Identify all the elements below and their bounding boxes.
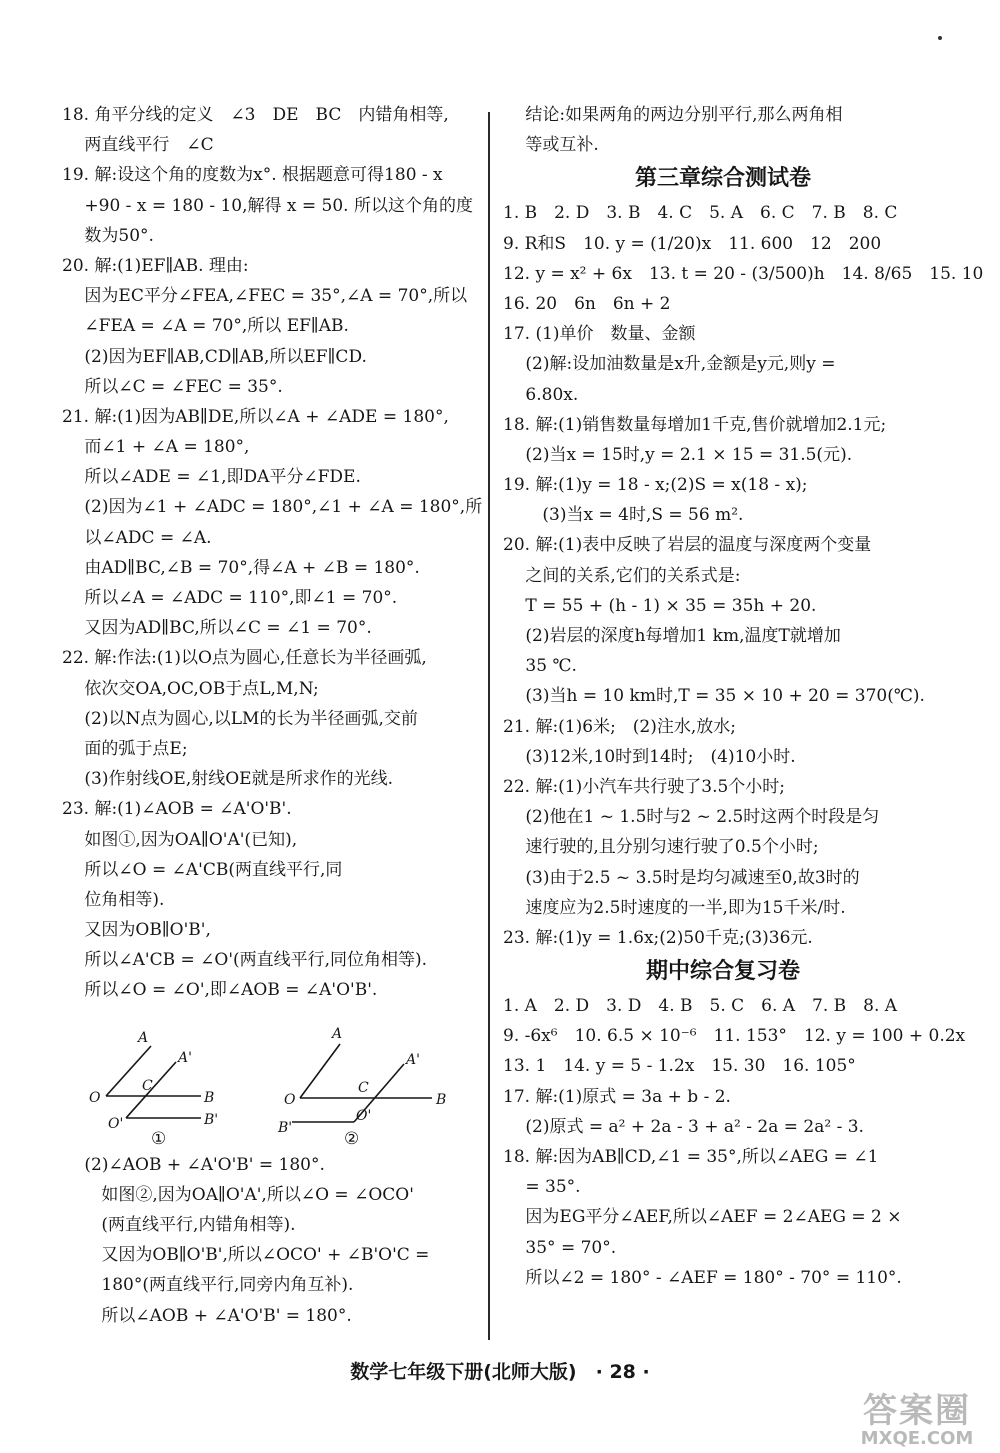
label-C-2: C xyxy=(358,1079,369,1096)
left-text-line: 22. 解:作法:(1)以O点为圆心,任意长为半径画弧, xyxy=(62,648,427,669)
right-lines-top xyxy=(503,100,943,160)
label-B: B xyxy=(204,1089,215,1106)
chapter3-text-line: 1. B 2. D 3. B 4. C 5. A 6. C 7. B 8. C xyxy=(503,203,898,224)
label-A: A xyxy=(138,1029,149,1046)
chapter3-text-line: 速度应为2.5时速度的一半,即为15千米/时. xyxy=(503,897,846,918)
midterm-heading: 期中综合复习卷 xyxy=(645,959,800,985)
page-footer: 数学七年级下册(北师大版) · 28 · xyxy=(350,1361,650,1383)
label-A-prime-2: A' xyxy=(406,1051,420,1068)
left-text-line: 所以∠O = ∠A'CB(两直线平行,同 xyxy=(62,859,343,880)
chapter3-answers xyxy=(503,198,984,953)
left-text-line: 所以∠O = ∠O',即∠AOB = ∠A'O'B'. xyxy=(62,980,378,1001)
midterm-text-line: 1. A 2. D 3. D 4. B 5. C 6. A 7. B 8. A xyxy=(503,996,898,1017)
chapter3-text-line: (3)由于2.5 ~ 3.5时是均匀减速至0,故3时的 xyxy=(503,867,860,888)
label-A-prime: A' xyxy=(178,1049,192,1066)
left-text-line: (2)以N点为圆心,以LM的长为半径画弧,交前 xyxy=(62,708,418,729)
figure-1 xyxy=(76,1016,246,1146)
left-text-line: 所以∠ADE = ∠1,即DA平分∠FDE. xyxy=(62,467,361,488)
chapter3-text-line: 21. 解:(1)6米; (2)注水,放水; xyxy=(503,716,737,737)
label-B-prime-2: B' xyxy=(278,1119,293,1136)
left-text-line: 180°(两直线平行,同旁内角互补). xyxy=(62,1275,354,1296)
midterm-text-line: = 35°. xyxy=(503,1177,581,1198)
left-text-line: 23. 解:(1)∠AOB = ∠A'O'B'. xyxy=(62,799,292,820)
chapter3-text-line: 19. 解:(1)y = 18 - x;(2)S = x(18 - x); xyxy=(503,475,808,496)
chapter3-text-line: (2)岩层的深度h每增加1 km,温度T就增加 xyxy=(503,626,841,646)
chapter3-text-line: (2)解:设加油数量是x升,金额是y元,则y = xyxy=(503,354,836,375)
midterm-text-line: 18. 解:因为AB∥CD,∠1 = 35°,所以∠AEG = ∠1 xyxy=(503,1147,879,1167)
left-text-line: 而∠1 + ∠A = 180°, xyxy=(62,437,250,458)
label-A-2: A xyxy=(332,1025,343,1042)
left-text-line: 因为EC平分∠FEA,∠FEC = 35°,∠A = 70°,所以 xyxy=(62,286,468,307)
left-text-line: 所以∠A'CB = ∠O'(两直线平行,同位角相等). xyxy=(62,950,428,971)
decorative-dot xyxy=(938,36,942,40)
chapter3-text-line: 20. 解:(1)表中反映了岩层的温度与深度两个变量 xyxy=(503,535,872,556)
chapter3-text-line: T = 55 + (h - 1) × 35 = 35h + 20. xyxy=(503,595,817,616)
left-text-line: 又因为AD∥BC,所以∠C = ∠1 = 70°. xyxy=(62,618,372,639)
left-text-line: 如图②,因为OA∥O'A',所以∠O = ∠OCO' xyxy=(62,1184,414,1205)
chapter3-text-line: (3)当h = 10 km时,T = 35 × 10 + 20 = 370(℃). xyxy=(503,686,925,707)
right-text-line: 等或互补. xyxy=(503,135,599,156)
left-text-line: 依次交OA,OC,OB于点L,M,N; xyxy=(62,678,319,699)
midterm-text-line: 17. 解:(1)原式 = 3a + b - 2. xyxy=(503,1086,731,1107)
chapter3-text-line: 12. y = x² + 6x 13. t = 20 - (3/500)h 14. 8/65 15. 10 xyxy=(503,263,984,284)
watermark xyxy=(842,1392,992,1448)
left-text-line: 位角相等). xyxy=(62,889,165,910)
figure-number-2: ② xyxy=(344,1128,360,1146)
midterm-text-line: 35° = 70°. xyxy=(503,1237,617,1258)
chapter3-text-line: 18. 解:(1)销售数量每增加1千克,售价就增加2.1元; xyxy=(503,414,887,435)
left-text-line: (3)作射线OE,射线OE就是所求作的光线. xyxy=(62,769,393,790)
watermark-url: MXQE.COM xyxy=(860,1428,974,1449)
chapter3-text-line: 35 ℃. xyxy=(503,656,577,677)
chapter3-text-line: (2)他在1 ~ 1.5时与2 ~ 2.5时这两个时段是匀 xyxy=(503,807,880,828)
left-text-line: 数为50°. xyxy=(62,225,154,246)
midterm-text-line: 9. -6x⁶ 10. 6.5 × 10⁻⁶ 11. 153° 12. y = 100 + 0.2x xyxy=(503,1026,966,1047)
ray-OA-2 xyxy=(300,1044,340,1098)
left-lines-before-figure xyxy=(62,100,482,1006)
chapter3-text-line: 速行驶的,且分别匀速行驶了0.5个小时; xyxy=(503,837,819,858)
left-text-line: (2)因为EF∥AB,CD∥AB,所以EF∥CD. xyxy=(62,346,367,367)
left-text-line: +90 - x = 180 - 10,解得 x = 50. 所以这个角的度 xyxy=(62,195,473,216)
left-text-line: 又因为OB∥O'B', xyxy=(62,920,211,941)
midterm-text-line: (2)原式 = a² + 2a - 3 + a² - 2a = 2a² - 3. xyxy=(503,1116,864,1137)
left-text-line: (2)因为∠1 + ∠ADC = 180°,∠1 + ∠A = 180°,所 xyxy=(62,497,483,518)
figure-number-1: ① xyxy=(151,1128,167,1146)
left-text-line: (2)∠AOB + ∠A'O'B' = 180°. xyxy=(62,1154,325,1175)
midterm-text-line: 所以∠2 = 180° - ∠AEF = 180° - 70° = 110°. xyxy=(503,1267,902,1288)
chapter3-text-line: (2)当x = 15时,y = 2.1 × 15 = 31.5(元). xyxy=(503,444,853,465)
watermark-text: 答案圈 xyxy=(863,1391,971,1431)
label-O-prime: O' xyxy=(108,1115,124,1132)
chapter3-text-line: 之间的关系,它们的关系式是: xyxy=(503,565,741,586)
left-column xyxy=(62,100,482,1331)
left-text-line: 所以∠A = ∠ADC = 110°,即∠1 = 70°. xyxy=(62,588,398,608)
left-text-line: 19. 解:设这个角的度数为x°. 根据题意可得180 - x xyxy=(62,165,443,186)
left-text-line: 21. 解:(1)因为AB∥DE,所以∠A + ∠ADE = 180°, xyxy=(62,406,449,427)
chapter3-text-line: 6.80x. xyxy=(503,384,579,405)
midterm-answers xyxy=(503,991,966,1293)
right-text-line: 结论:如果两角的两边分别平行,那么两角相 xyxy=(503,105,843,125)
left-text-line: 由AD∥BC,∠B = 70°,得∠A + ∠B = 180°. xyxy=(62,557,420,578)
left-text-line: 两直线平行 ∠C xyxy=(62,135,214,156)
label-B-prime: B' xyxy=(204,1111,219,1128)
right-column xyxy=(503,100,984,1293)
label-O-2: O xyxy=(284,1091,296,1108)
label-O-prime-2: O' xyxy=(356,1107,372,1124)
chapter3-heading: 第三章综合测试卷 xyxy=(634,166,811,192)
chapter3-text-line: 9. R和S 10. y = (1/20)x 11. 600 12 200 xyxy=(503,233,882,254)
chapter3-text-line: 23. 解:(1)y = 1.6x;(2)50千克;(3)36元. xyxy=(503,927,813,948)
midterm-text-line: 13. 1 14. y = 5 - 1.2x 15. 30 16. 105° xyxy=(503,1056,856,1077)
midterm-text-line: 因为EG平分∠AEF,所以∠AEF = 2∠AEG = 2 × xyxy=(503,1207,902,1228)
chapter3-text-line: (3)当x = 4时,S = 56 m². xyxy=(503,505,744,526)
label-C: C xyxy=(142,1077,153,1094)
chapter3-text-line: (3)12米,10时到14时; (4)10小时. xyxy=(503,746,796,767)
left-text-line: 以∠ADC = ∠A. xyxy=(62,527,212,548)
label-B-2: B xyxy=(436,1091,447,1108)
figure-2 xyxy=(272,1016,472,1146)
chapter3-text-line: 16. 20 6n 6n + 2 xyxy=(503,293,671,314)
figure-row xyxy=(62,1016,482,1146)
left-text-line: 所以∠AOB + ∠A'O'B' = 180°. xyxy=(62,1305,352,1326)
chapter3-text-line: 22. 解:(1)小汽车共行驶了3.5个小时; xyxy=(503,776,786,797)
left-text-line: 又因为OB∥O'B',所以∠OCO' + ∠B'O'C = xyxy=(62,1245,430,1266)
column-divider xyxy=(488,112,490,1340)
left-lines-after-figure xyxy=(62,1150,482,1331)
left-text-line: (两直线平行,内错角相等). xyxy=(62,1215,296,1235)
left-text-line: 所以∠C = ∠FEC = 35°. xyxy=(62,376,283,397)
left-text-line: 18. 角平分线的定义 ∠3 DE BC 内错角相等, xyxy=(62,105,449,125)
left-text-line: ∠FEA = ∠A = 70°,所以 EF∥AB. xyxy=(62,316,349,337)
left-text-line: 20. 解:(1)EF∥AB. 理由: xyxy=(62,255,249,276)
left-text-line: 如图①,因为OA∥O'A'(已知), xyxy=(62,829,298,850)
chapter3-text-line: 17. (1)单价 数量、金额 xyxy=(503,324,696,345)
left-text-line: 面的弧于点E; xyxy=(62,738,188,759)
label-O: O xyxy=(89,1089,101,1106)
